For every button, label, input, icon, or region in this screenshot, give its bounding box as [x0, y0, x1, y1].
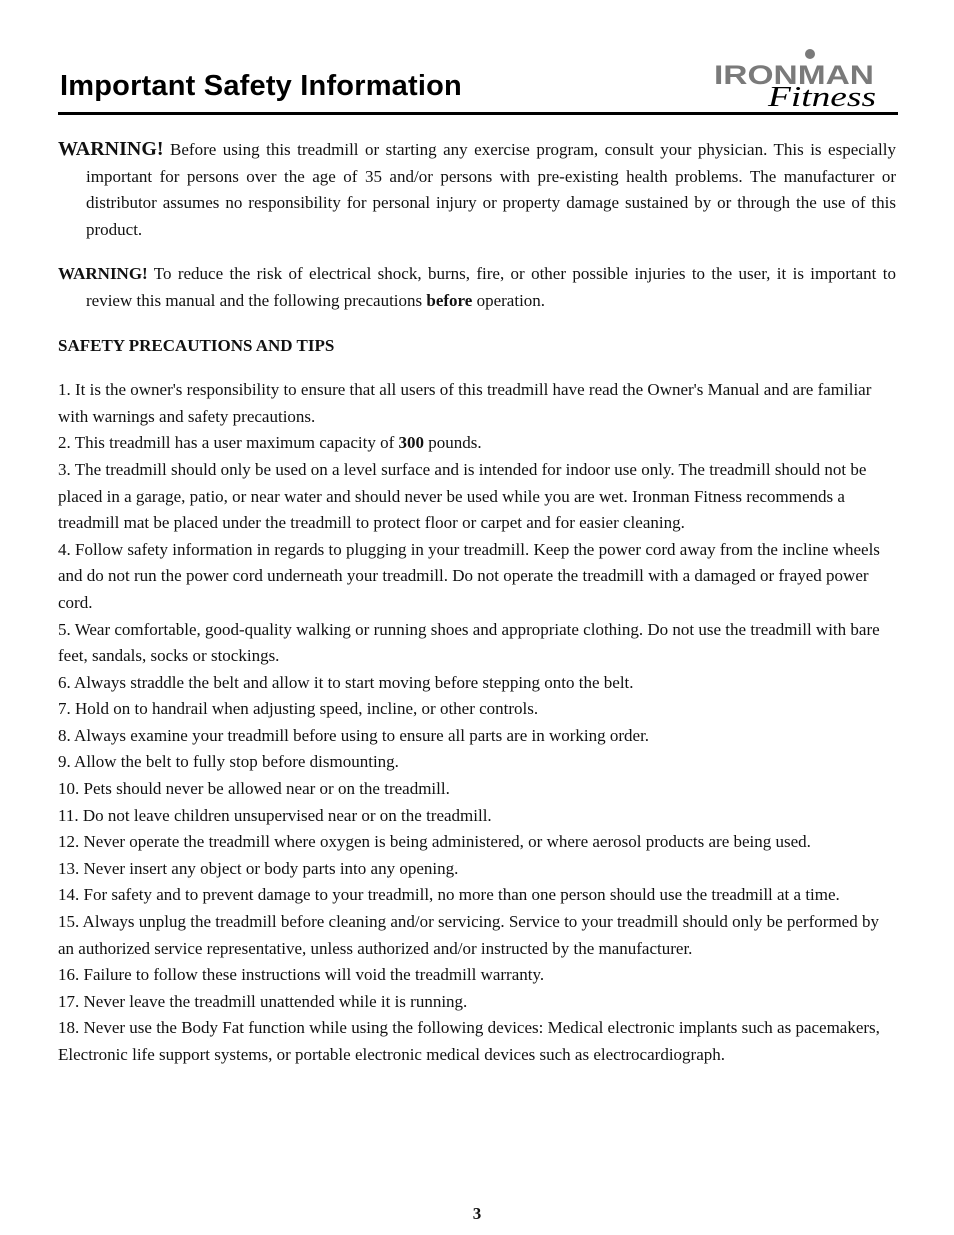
- warning-general: [58, 136, 896, 243]
- tip-item: 11. Do not leave children unsupervised near or on the treadmill.: [58, 805, 492, 825]
- tip-text: 2. This treadmill has a user maximum capacity of: [58, 433, 399, 453]
- tip-item: 16. Failure to follow these instructions will void the treadmill warranty.: [58, 965, 545, 985]
- tip-item: 9. Allow the belt to fully stop before dismounting.: [58, 752, 399, 772]
- tip-emphasis: 300: [398, 433, 425, 453]
- tip-item: 13. Never insert any object or body parts into any opening.: [58, 858, 459, 878]
- tip-item: 7. Hold on to handrail when adjusting speed, incline, or other controls.: [58, 699, 539, 719]
- tip-item: 14. For safety and to prevent damage to your treadmill, no more than one person should use the treadmill at a time.: [58, 885, 840, 905]
- tip-item: 15. Always unplug the treadmill before cleaning and/or servicing. Service to your treadmill should only be performed by an authorized service representative, unless authorized and/or instructed by the manufacturer.: [58, 912, 879, 958]
- warning-text-end: operation.: [472, 290, 546, 310]
- warning-label: WARNING!: [58, 138, 164, 160]
- section-heading: SAFETY PRECAUTIONS AND TIPS: [58, 335, 335, 355]
- ironman-fitness-logo: [712, 48, 882, 110]
- logo-brand-text: IRONMAN: [714, 60, 874, 90]
- page-header: [58, 48, 898, 116]
- tip-item: 18. Never use the Body Fat function while using the following devices: Medical electronic implants such as pacemakers, Electronic life support systems, or portable electronic medical devices such as electrocardiograph.: [58, 1018, 880, 1064]
- tip-item: 1. It is the owner's responsibility to ensure that all users of this treadmill have read the Owner's Manual and are familiar with warnings and safety precautions.: [58, 380, 872, 426]
- tip-item: 8. Always examine your treadmill before using to ensure all parts are in working order.: [58, 725, 650, 745]
- warning-electrical: [58, 261, 896, 314]
- warning-text: Before using this treadmill or starting any exercise program, consult your physician. This is especially important for persons over the age of 35 and/or persons with pre-existing health problems. The manufacturer or distributor assumes no responsibility for personal injury or property damage sustained by or through the use of this product.: [86, 140, 896, 239]
- tip-item: 6. Always straddle the belt and allow it to start moving before stepping onto the belt.: [58, 672, 634, 692]
- warning-emphasis: before: [426, 290, 473, 310]
- warning-text: To reduce the risk of electrical shock, burns, fire, or other possible injuries to the user, it is important to review this manual and the following precautions: [86, 264, 896, 310]
- page-number: 3: [472, 1204, 482, 1223]
- header-rule: [58, 112, 898, 115]
- tip-item: 3. The treadmill should only be used on a level surface and is intended for indoor use only. The treadmill should not be placed in a garage, patio, or near water and should never be used while you are wet. Ironman Fitness recommends a treadmill mat be placed under the treadmill to protect floor or carpet and for easier cleaning.: [58, 459, 867, 533]
- tip-item: 12. Never operate the treadmill where oxygen is being administered, or where aerosol products are being used.: [58, 832, 811, 852]
- tip-item: [58, 430, 896, 457]
- tip-item: 10. Pets should never be allowed near or on the treadmill.: [58, 779, 450, 799]
- tip-item: 5. Wear comfortable, good-quality walking or running shoes and appropriate clothing. Do not use the treadmill with bare feet, sandals, socks or stockings.: [58, 619, 880, 666]
- tip-text-end: pounds.: [424, 433, 482, 453]
- safety-content: [58, 136, 896, 1069]
- tip-item: 4. Follow safety information in regards to plugging in your treadmill. Keep the power cord away from the incline wheels and do not run the power cord underneath your treadmill. Do not operate the treadmill with a damaged or frayed power cord.: [58, 539, 880, 612]
- warning-label: WARNING!: [58, 264, 148, 284]
- page-title: Important Safety Information: [60, 70, 462, 102]
- tip-item: 17. Never leave the treadmill unattended while it is running.: [58, 991, 468, 1011]
- logo-tagline-text: Fitness: [766, 82, 877, 110]
- safety-tips-list: [58, 377, 896, 1068]
